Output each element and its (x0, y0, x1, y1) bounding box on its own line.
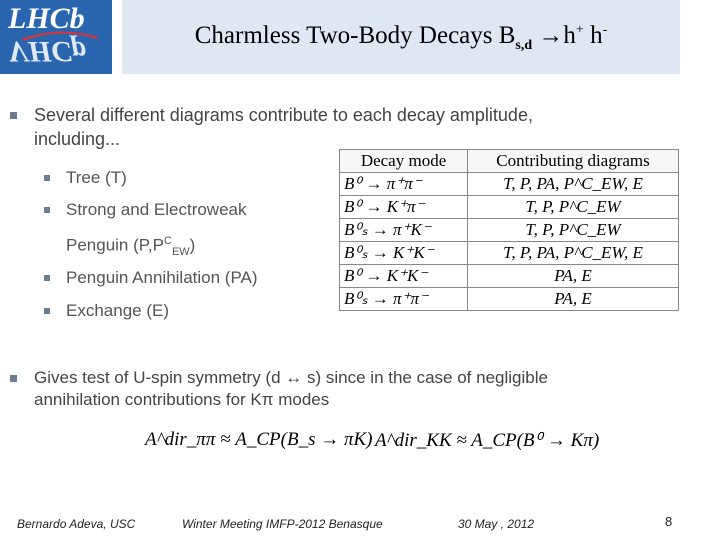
sub-bullet-tree: Tree (T) (66, 168, 127, 187)
footer-author: Bernardo Adeva, USC (17, 517, 136, 531)
sub-bullet-icon (44, 207, 50, 213)
logo-swoosh-icon (20, 30, 100, 44)
diagrams-cell: T, P, PA, P^C_EW, E (468, 173, 679, 196)
table-row (340, 173, 679, 196)
table-header-row (340, 150, 679, 173)
bullet-icon (10, 112, 17, 119)
table-row (340, 219, 679, 242)
equation-pipi: A^dir_ππ ≈ A_CP(B_s → πK) (145, 429, 373, 450)
decay-mode-cell: B⁰ → K⁺π⁻ (340, 196, 468, 219)
footer-event: Winter Meeting IMFP-2012 Benasque (182, 517, 383, 531)
sub-bullet-icon (44, 175, 50, 181)
table-row (340, 242, 679, 265)
bullet-1-text: Several different diagrams contribute to each decay amplitude, (34, 105, 533, 125)
logo-text-bottom: VHCp (8, 35, 87, 68)
sub-bullet-strong-ew: Strong and Electroweak (66, 200, 247, 219)
decay-mode-cell: B⁰ → π⁺π⁻ (340, 173, 468, 196)
sub-bullet-exchange: Exchange (E) (66, 301, 169, 320)
decay-mode-cell: B⁰ₛ → K⁺K⁻ (340, 242, 468, 265)
bullet-icon (10, 375, 17, 382)
lhcb-logo (0, 0, 112, 74)
decay-mode-cell: B⁰ₛ → π⁺K⁻ (340, 219, 468, 242)
sub-bullet-penguin: Penguin $(P,P^C_{EW})$ (66, 235, 196, 259)
table-header: Contributing diagrams (468, 150, 679, 173)
logo-text-top: LHCb (8, 2, 85, 35)
sub-bullet-icon (44, 275, 50, 281)
diagrams-cell: PA, E (468, 265, 679, 288)
table-row (340, 196, 679, 219)
table-row (340, 288, 679, 311)
diagrams-cell: T, P, PA, P^C_EW, E (468, 242, 679, 265)
footer-date: 30 May , 2012 (458, 517, 535, 531)
decay-mode-cell: B⁰ₛ → π⁺π⁻ (340, 288, 468, 311)
decay-mode-cell: B⁰ → K⁺K⁻ (340, 265, 468, 288)
bullet-2-cont: annihilation contributions for Kπ modes (34, 390, 330, 409)
slide-title: Charmless Two-Body Decays $B_{s,d} \to h^+$ h- (194, 22, 608, 53)
table-row (340, 265, 679, 288)
title-bar (122, 0, 680, 74)
diagrams-cell: T, P, P^C_EW (468, 219, 679, 242)
page-number: 8 (665, 514, 673, 529)
bullet-1-cont: including... (34, 129, 121, 149)
sub-bullet-icon (44, 308, 50, 314)
diagrams-cell: PA, E (468, 288, 679, 311)
equation-kk: A^dir_KK ≈ A_CP(B⁰ → Kπ) (375, 430, 600, 451)
decay-mode-table (339, 149, 679, 311)
diagrams-cell: T, P, P^C_EW (468, 196, 679, 219)
sub-bullet-pa: Penguin Annihilation (PA) (66, 268, 258, 287)
bullet-2-text: Gives test of U-spin symmetry (d ↔ s) since in the case of negligible (34, 368, 548, 387)
table-header: Decay mode (340, 150, 468, 173)
